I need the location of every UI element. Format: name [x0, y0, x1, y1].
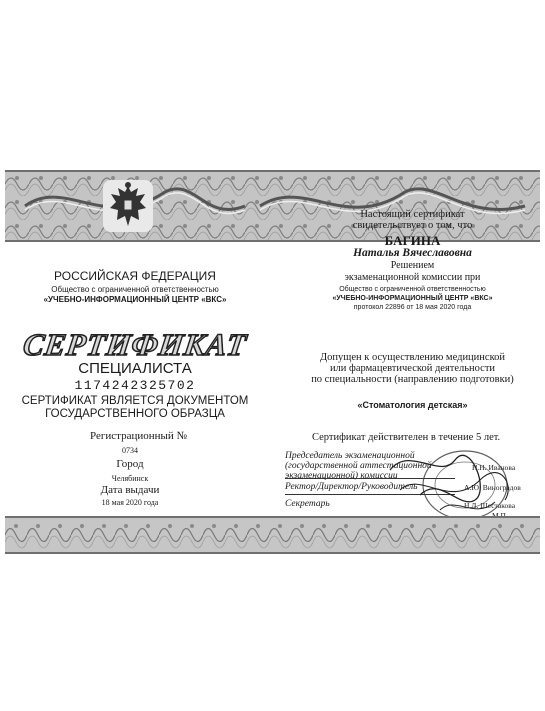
- country-name: РОССИЙСКАЯ ФЕДЕРАЦИЯ: [54, 269, 216, 283]
- holder-surname: БАГИНА: [384, 233, 441, 248]
- certificate-number: 1174242325702: [74, 378, 196, 393]
- double-headed-eagle-icon: [103, 180, 153, 232]
- decision-line1: Решением: [390, 260, 435, 271]
- rector-name: А.Ю. Виноградов: [464, 483, 521, 492]
- decision-line2: экзаменационной комиссии при: [344, 272, 481, 283]
- ornament-pattern-bottom: [5, 518, 540, 552]
- city-label: Город: [116, 458, 144, 470]
- document-status-line2: ГОСУДАРСТВЕННОГО ОБРАЗЦА: [45, 408, 225, 420]
- org-line1-right: Общество с ограниченной ответственностью: [339, 286, 486, 293]
- intro-line1: Настоящий сертификат: [360, 209, 465, 220]
- holder-name: Наталья Вячеславовна: [353, 247, 472, 259]
- certificate-subtitle: СПЕЦИАЛИСТА: [78, 360, 192, 377]
- registration-label: Регистрационный №: [90, 430, 188, 442]
- admission-line3: по специальности (направлению подготовки): [311, 374, 514, 385]
- intro-line2: свидетельствует о том, что: [352, 220, 473, 231]
- specialty: «Стоматология детская»: [357, 400, 468, 410]
- chair-line2: (государственной аттестационной: [285, 461, 432, 471]
- stamp-and-signature: [380, 440, 530, 525]
- registration-value: 0734: [122, 446, 138, 455]
- issue-date-value: 18 мая 2020 года: [101, 498, 159, 507]
- admission-line2: или фармацевтической деятельности: [329, 363, 496, 374]
- chair-line1: Председатель экзаменационной: [285, 451, 415, 461]
- rector-label: Ректор/Директор/Руководитель: [285, 482, 418, 492]
- chair-line3: экзаменационной) комиссии: [285, 471, 398, 481]
- org-line2-left: «УЧЕБНО-ИНФОРМАЦИОННЫЙ ЦЕНТР «ВКС»: [43, 295, 227, 304]
- admission-line1: Допущен к осуществлению медицинской: [319, 352, 506, 363]
- chair-name: Н.Н. Иванова: [472, 463, 516, 472]
- emblem-frame: [103, 180, 153, 232]
- bottom-ornament-band: [5, 516, 540, 554]
- protocol-info: протокол 22896 от 18 мая 2020 года: [353, 304, 472, 311]
- issue-date-label: Дата выдачи: [100, 484, 160, 496]
- validity-text: Сертификат действителен в течение 5 лет.: [312, 432, 501, 443]
- top-ornament-band: [5, 170, 540, 242]
- city-value: Челябинск: [111, 474, 149, 483]
- secretary-name: Н.Л. Шестакова: [464, 501, 516, 510]
- secretary-label: Секретарь: [285, 499, 330, 509]
- certificate-title: СЕРТИФИКАТ: [20, 327, 250, 362]
- org-line1-left: Общество с ограниченной ответственностью: [51, 285, 219, 294]
- document-status-line1: СЕРТИФИКАТ ЯВЛЯЕТСЯ ДОКУМЕНТОМ: [21, 395, 249, 407]
- org-line2-right: «УЧЕБНО-ИНФОРМАЦИОННЫЙ ЦЕНТР «ВКС»: [332, 295, 493, 302]
